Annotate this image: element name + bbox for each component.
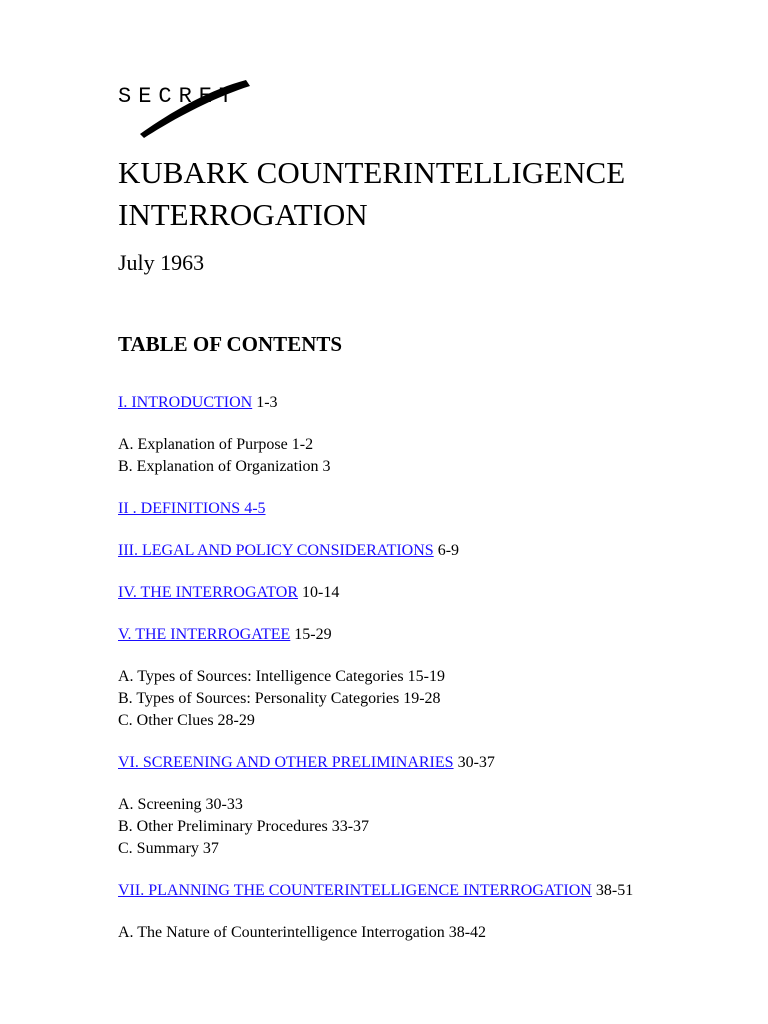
toc-subentry: A. Screening 30-33 <box>118 796 243 813</box>
toc-entry-definitions <box>118 498 678 520</box>
toc-subentry: A. Types of Sources: Intelligence Categories 15-19 <box>118 668 445 685</box>
toc-entry-legal-policy <box>118 540 678 562</box>
toc-link-interrogator[interactable]: IV. THE INTERROGATOR <box>118 584 299 601</box>
toc-link-legal-policy[interactable]: III. LEGAL AND POLICY CONSIDERATIONS <box>118 542 434 559</box>
toc-entry-interrogatee <box>118 624 678 646</box>
toc-link-screening[interactable]: VI. SCREENING AND OTHER PRELIMINARIES <box>118 754 454 771</box>
toc-subentry: B. Explanation of Organization 3 <box>118 458 331 475</box>
toc-subentry: A. The Nature of Counterintelligence Interrogation 38-42 <box>118 924 487 941</box>
toc-link-introduction[interactable]: I. INTRODUCTION <box>118 394 253 411</box>
toc-entry-planning <box>118 880 678 902</box>
table-of-contents <box>118 392 678 944</box>
strike-through-mark <box>118 76 298 140</box>
toc-link-interrogatee[interactable]: V. THE INTERROGATEE <box>118 626 291 643</box>
toc-subentry: C. Other Clues 28-29 <box>118 712 255 729</box>
toc-pages: 6-9 <box>433 542 460 559</box>
secret-stamp-text: SECRET <box>118 84 240 109</box>
toc-entry-screening <box>118 752 678 774</box>
toc-heading: TABLE OF CONTENTS <box>118 332 343 356</box>
toc-pages: 30-37 <box>453 754 495 771</box>
toc-entry-introduction <box>118 392 678 414</box>
toc-link-definitions[interactable]: II . DEFINITIONS 4-5 <box>118 500 266 517</box>
toc-entry-interrogator <box>118 582 678 604</box>
toc-subentry: C. Summary 37 <box>118 840 219 857</box>
document-date: July 1963 <box>118 250 205 275</box>
toc-subentry: B. Other Preliminary Procedures 33-37 <box>118 818 370 835</box>
toc-pages: 10-14 <box>298 584 340 601</box>
toc-pages: 38-51 <box>591 882 634 899</box>
toc-link-planning[interactable]: VII. PLANNING THE COUNTERINTELLIGENCE INTERROGATION <box>118 882 592 899</box>
secret-stamp <box>118 76 298 140</box>
toc-subentry: B. Types of Sources: Personality Categories 19-28 <box>118 690 441 707</box>
toc-subentry: A. Explanation of Purpose 1-2 <box>118 436 314 453</box>
toc-pages: 15-29 <box>290 626 332 643</box>
toc-pages: 1-3 <box>252 394 278 411</box>
document-title: KUBARK COUNTERINTELLIGENCE INTERROGATION <box>118 155 626 232</box>
